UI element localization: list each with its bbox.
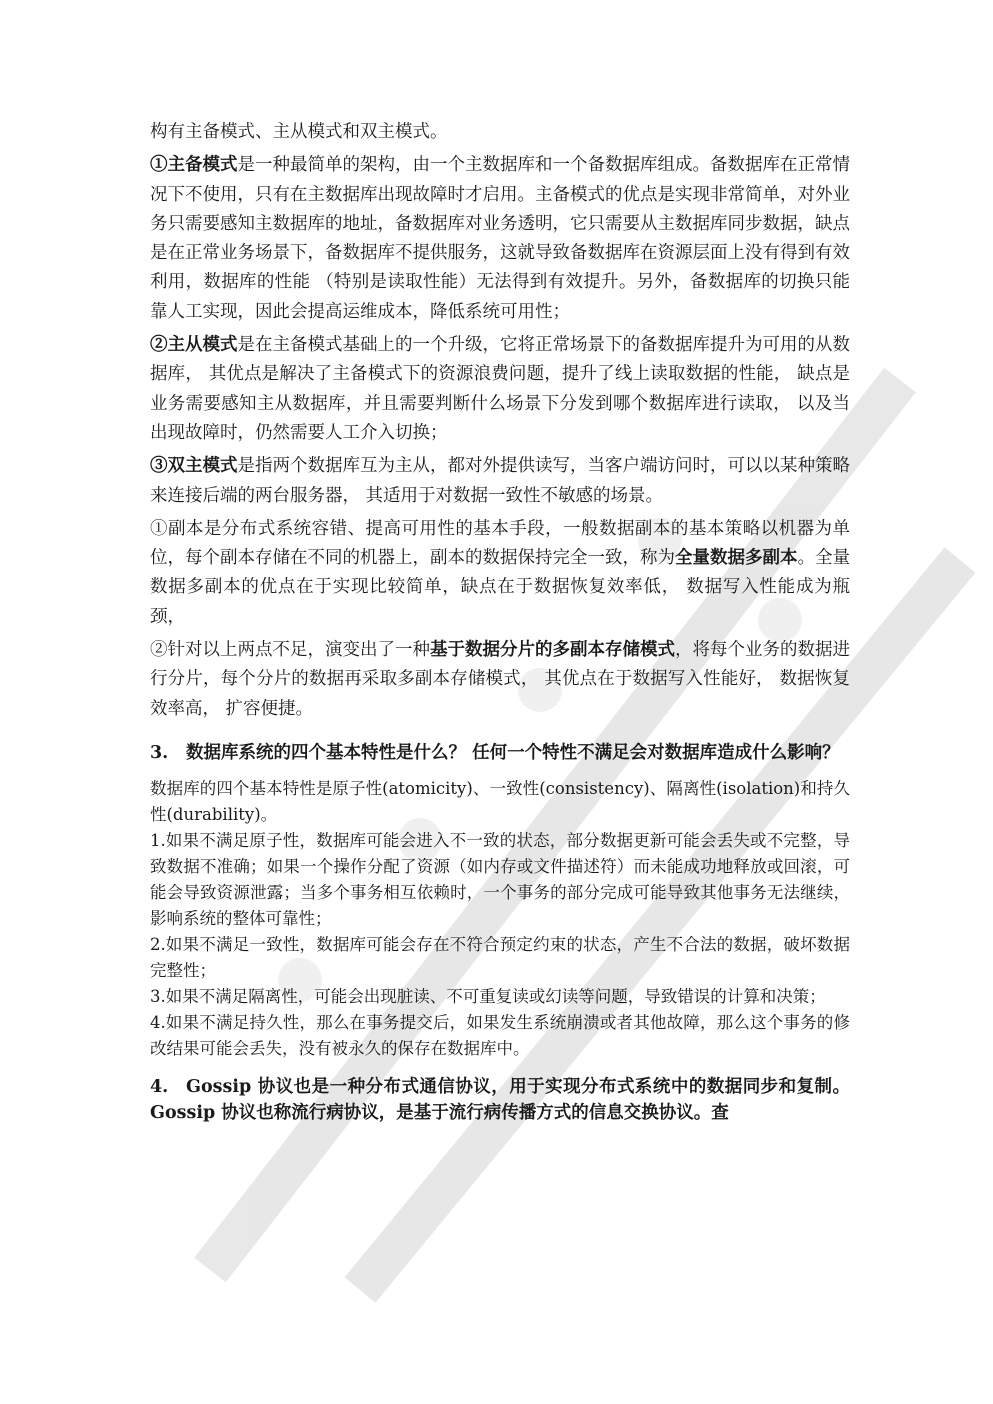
replica1-bold: 全量数据多副本 xyxy=(675,548,798,569)
question-4-heading xyxy=(150,1074,850,1126)
replica1-text-before: ①副本是分布式系统容错、提高可用性的基本手段，一般数据副本的基本策略以机器为单位，每个副本存储在不同的机器上，副本的数据保持完全一致，称为 xyxy=(150,518,850,569)
replica2-text-before: ②针对以上两点不足，演变出了一种 xyxy=(150,640,430,661)
question-4-text: Gossip 协议也是一种分布式通信协议，用于实现分布式系统中的数据同步和复制。Gossip 协议也称流行病协议，是基于流行病传播方式的信息交换协议。查 xyxy=(150,1076,850,1123)
question-3-number: 3. xyxy=(150,742,169,763)
question-3-text: 数据库系统的四个基本特性是什么？ 任何一个特性不满足会对数据库造成什么影响？ xyxy=(186,742,840,763)
replica2-text-after: ，将每个业务的数据进行分片，每个分片的数据再采取多副本存储模式， 其优点在于数据写入性能好， 数据恢复效率高， 扩容便捷。 xyxy=(150,640,850,719)
answer-3-intro: 数据库的四个基本特性是原子性(atomicity)、一致性(consistency)、隔离性(isolation)和持久性(durability)。 xyxy=(150,778,850,824)
answer-3-item-4: 4.如果不满足持久性，那么在事务提交后，如果发生系统崩溃或者其他故障，那么这个事务的修改结果可能会丢失，没有被永久的保存在数据库中。 xyxy=(150,1012,850,1058)
replica2-bold: 基于数据分片的多副本存储模式 xyxy=(430,640,675,661)
mode1-text: 是一种最简单的架构，由一个主数据库和一个备数据库组成。备数据库在正常情况下不使用，只有在主数据库出现故障时才启用。主备模式的优点是实现非常简单，对外业务只需要感知主数据库的地址，备数据库对业务透明，它只需要从主数据库同步数据，缺点是在正常业务场景下，备数据库不提供服务，这就导致备数据库在资源层面上没有得到有效利用，数据库的性能 （特别是读取性能）无法得到有效提升。另外，备数据库的切换只能靠人工实现，因此会提高运维成本，降低系统可用性； xyxy=(150,155,850,322)
mode1-label: ①主备模式 xyxy=(150,155,238,176)
replica2-paragraph xyxy=(150,636,850,724)
mode3-text: 是指两个数据库互为主从，都对外提供读写，当客户端访问时，可以以某种策略来连接后端的两台服务器， 其适用于对数据一致性不敏感的场景。 xyxy=(150,456,850,506)
mode1-paragraph xyxy=(150,151,850,327)
question-3-heading xyxy=(150,740,850,766)
mode2-paragraph xyxy=(150,331,850,448)
mode2-text: 是在主备模式基础上的一个升级，它将正常场景下的备数据库提升为可用的从数据库， 其优点是解决了主备模式下的资源浪费问题，提升了线上读取数据的性能， 缺点是业务需要感知主从数据库，并且需要判断什么场景下分发到哪个数据库进行读取， 以及当出现故障时，仍然需要人工介入切换； xyxy=(150,335,850,443)
intro-paragraph: 构有主备模式、主从模式和双主模式。 xyxy=(150,122,448,142)
document-page xyxy=(150,118,850,1136)
question-4-number: 4. xyxy=(150,1076,169,1097)
answer-3-item-1: 1.如果不满足原子性，数据库可能会进入不一致的状态，部分数据更新可能会丢失或不完整，导致数据不准确；如果一个操作分配了资源（如内存或文件描述符）而未能成功地释放或回滚，可能会导致资源泄露；当多个事务相互依赖时，一个事务的部分完成可能导致其他事务无法继续，影响系统的整体可靠性； xyxy=(150,830,850,928)
mode2-label: ②主从模式 xyxy=(150,335,238,356)
answer-3-item-2: 2.如果不满足一致性，数据库可能会存在不符合预定约束的状态，产生不合法的数据，破坏数据完整性； xyxy=(150,934,850,980)
mode3-label: ③双主模式 xyxy=(150,456,238,477)
mode3-paragraph xyxy=(150,452,850,511)
replica1-text-after: 。全量数据多副本的优点在于实现比较简单，缺点在于数据恢复效率低， 数据写入性能成为瓶颈， xyxy=(150,548,850,627)
answer-3-item-3: 3.如果不满足隔离性，可能会出现脏读、不可重复读或幻读等问题，导致错误的计算和决策； xyxy=(150,986,826,1006)
replica1-paragraph xyxy=(150,515,850,632)
